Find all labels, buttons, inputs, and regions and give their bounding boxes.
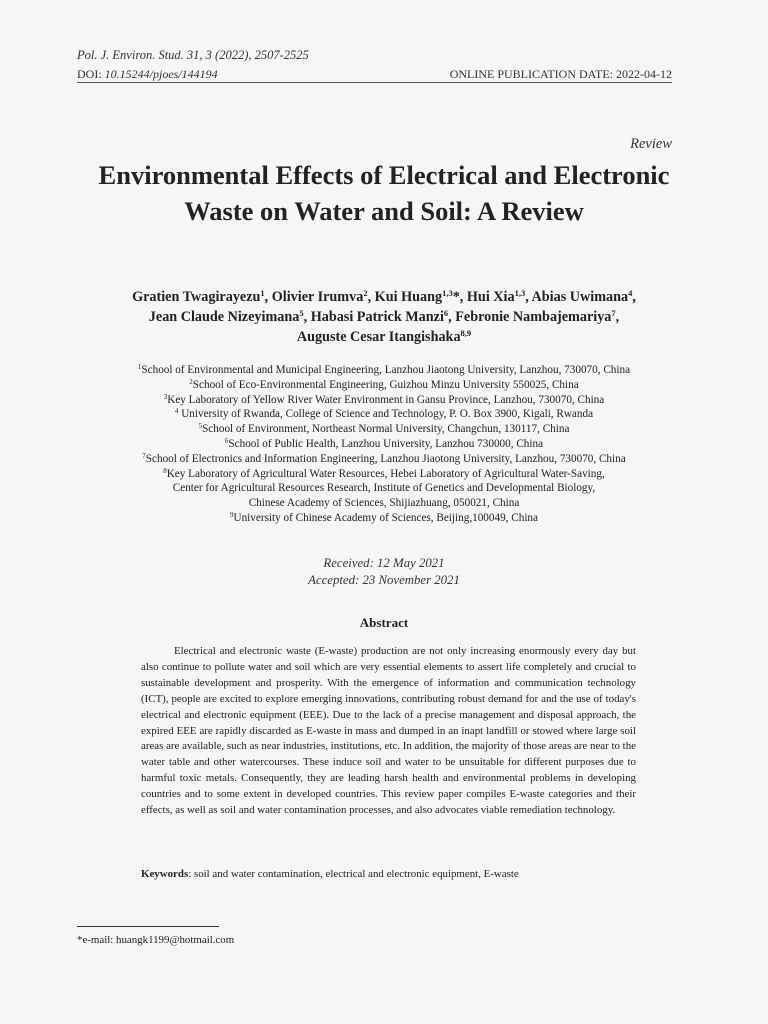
affiliation-number: 6 — [224, 436, 229, 445]
affiliation-list — [60, 363, 708, 526]
affiliation-number: 3 — [163, 392, 168, 401]
affiliation-item — [60, 393, 708, 408]
author-affiliation-mark: 1,3 — [514, 288, 526, 298]
affiliation-text: Key Laboratory of Yellow River Water Environment in Gansu Province, Lanzhou, 730070, China — [167, 393, 605, 406]
keywords-label: Keywords — [141, 868, 189, 880]
affiliation-item — [60, 467, 708, 482]
affiliation-item — [60, 496, 708, 511]
received-date: Received: 12 May 2021 — [323, 556, 445, 570]
doi-link[interactable]: 10.15244/pjoes/144194 — [104, 67, 218, 81]
affiliation-number: 2 — [189, 377, 193, 386]
author-name: Olivier Irumva — [271, 289, 364, 305]
author-line — [60, 327, 708, 347]
affiliation-text: School of Environmental and Municipal Engineering, Lanzhou Jiaotong University, Lanzhou, 730070, China — [141, 364, 631, 376]
author-name: Febronie Nambajemariya — [455, 309, 612, 325]
author-name: Hui Xia — [466, 289, 515, 305]
affiliation-item — [60, 363, 708, 378]
author-name: Jean Claude Nizeyimana — [148, 309, 300, 325]
affiliation-item — [60, 481, 708, 496]
author-affiliation-mark: 7 — [611, 308, 616, 318]
author-affiliation-mark: 1 — [260, 288, 265, 298]
affiliation-item — [60, 407, 708, 422]
affiliation-number: 7 — [142, 451, 146, 460]
affiliation-text: School of Eco-Environmental Engineering, Guizhou Minzu University 550025, China — [192, 378, 579, 391]
affiliation-text: School of Electronics and Information Engineering, Lanzhou Jiaotong University, Lanzhou, 730070, China — [145, 452, 626, 465]
corresponding-email[interactable]: *e-mail: huangk1199@hotmail.com — [77, 934, 235, 946]
publication-date: ONLINE PUBLICATION DATE: 2022-04-12 — [449, 67, 672, 81]
affiliation-text: Key Laboratory of Agricultural Water Resources, Hebei Laboratory of Agricultural Water-Saving, — [166, 467, 605, 480]
affiliation-item — [60, 511, 708, 526]
affiliation-number: 9 — [230, 510, 234, 519]
abstract-heading: Abstract — [359, 615, 409, 630]
author-name: Gratien Twagirayezu — [132, 289, 261, 305]
affiliation-text: Center for Agricultural Resources Research, Institute of Genetics and Developmental Biology, — [172, 482, 596, 495]
affiliation-item — [60, 437, 708, 452]
author-affiliation-mark: 2 — [363, 288, 368, 298]
affiliation-number: 8 — [163, 466, 167, 475]
author-affiliation-mark: 4 — [628, 288, 633, 298]
affiliation-number: 5 — [198, 422, 203, 431]
keywords-text: : soil and water contamination, electrical and electronic equipment, E-waste — [188, 868, 519, 880]
article-dates — [60, 555, 708, 589]
affiliation-text: University of Chinese Academy of Sciences, Beijing,100049, China — [233, 511, 538, 524]
affiliation-item — [60, 378, 708, 393]
footnote-rule — [77, 926, 219, 927]
author-affiliation-mark: 1,3 — [442, 288, 453, 298]
author-name: Auguste Cesar Itangishaka — [296, 329, 461, 345]
affiliation-text: School of Public Health, Lanzhou University, Lanzhou 730000, China — [228, 437, 544, 450]
title-line: Waste on Water and Soil: A Review — [184, 196, 584, 226]
affiliation-text: Chinese Academy of Sciences, Shijiazhuang, 050021, China — [248, 497, 520, 510]
affiliation-item — [60, 452, 708, 467]
author-name: Abias Uwimana — [531, 289, 629, 305]
article-title — [60, 157, 708, 229]
author-name: Kui Huang — [374, 289, 443, 305]
header-rule — [77, 82, 672, 83]
accepted-date: Accepted: 23 November 2021 — [308, 573, 460, 587]
affiliation-text: School of Environment, Northeast Normal University, Changchun, 130117, China — [202, 423, 570, 436]
author-line: Jean Claude Nizeyimana$^5$, Habasi Patrick Manzi$^6$, Febronie Nambajemariya$^7$, — [148, 308, 620, 325]
affiliation-item — [60, 422, 708, 437]
title-line: Environmental Effects of Electrical and Electronic — [98, 160, 670, 190]
article-type: Review — [630, 136, 672, 152]
author-name: Habasi Patrick Manzi — [310, 309, 444, 325]
author-line: Gratien Twagirayezu$^1$, Olivier Irumva$^2$, Kui Huang$^{1,3}$*, Hui Xia$^{1,3}$, Abias Uwimana$^4$, — [132, 288, 636, 305]
author-affiliation-mark: 6 — [443, 308, 449, 318]
affiliation-number: 1 — [137, 363, 142, 371]
author-list — [60, 287, 708, 347]
keywords — [141, 868, 636, 880]
journal-citation: Pol. J. Environ. Stud. 31, 3 (2022), 2507-2525 — [77, 48, 309, 62]
author-affiliation-mark: 8,9 — [460, 328, 472, 338]
affiliation-number: 4 — [174, 407, 179, 416]
doi — [77, 67, 218, 82]
doi-label: DOI: — [77, 67, 105, 81]
abstract-text: Electrical and electronic waste (E-waste) production are not only increasing enormously every day but also continue to pollute water and soil which are very essential elements to assert life completely and crucial to sustainable development and prosperity. With the emergence of information and communication technology (ICT), people are excited to explore emerging innovations, contributing robust demand for and the use of today's electrical and electronic equipment (EEE). Due to the lack of a precise management and disposal approach, the expired EEE are rapidly discarded as E-waste in mass and dumped in an inapt landfill or stowed where large soil areas are available, such as near industries, institutions, etc. In addition, the majority of those areas are near to the water table and other watercourses. These induce soil and water to be unsuitable for different purposes due to harmful toxic metals. Consequently, they are leading harsh health and environmental problems in developing countries and to some extent in developed countries. This review paper compiles E-waste categories and their effects, as well as soil and water contamination processes, and also advocates viable remediation technology. — [141, 645, 636, 817]
author-affiliation-mark: 5 — [299, 308, 304, 318]
affiliation-text: University of Rwanda, College of Science and Technology, P. O. Box 3900, Kigali, Rwanda — [178, 408, 594, 421]
